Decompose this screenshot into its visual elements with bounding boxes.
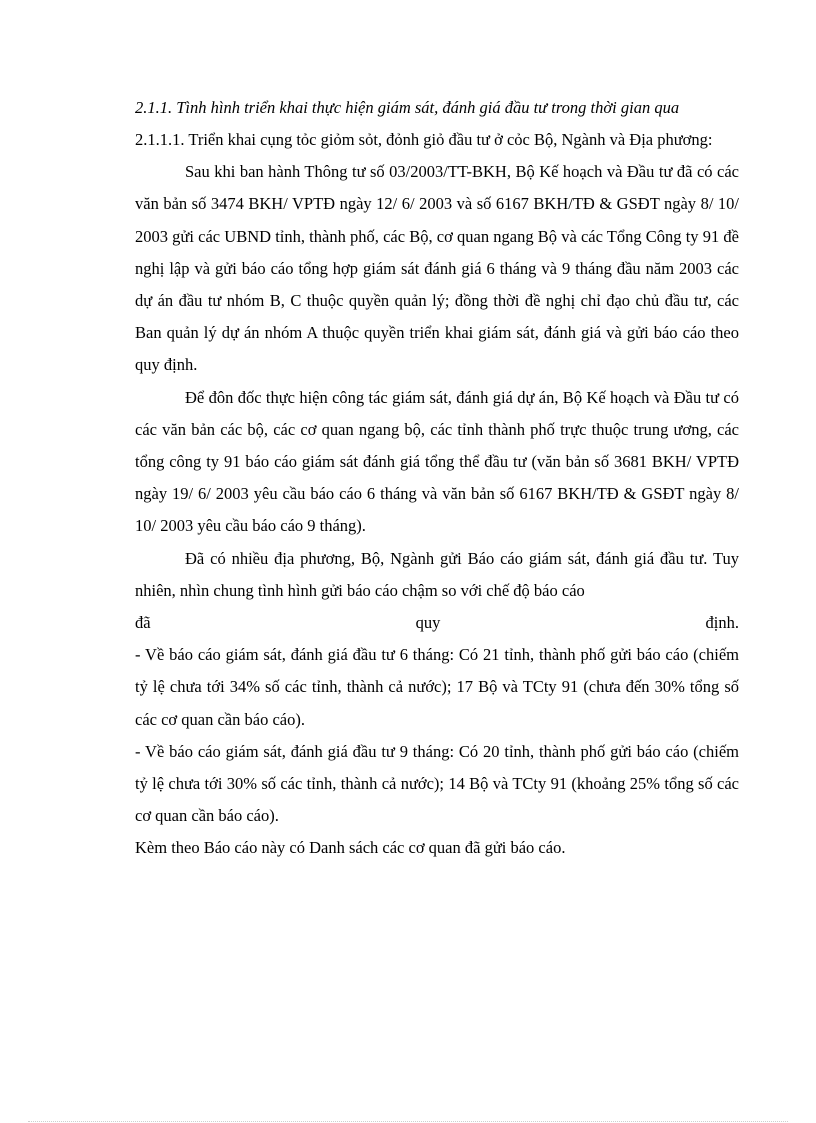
bullet-item-9-months: - Về báo cáo giám sát, đánh giá đầu tư 9 tháng: Có 20 tỉnh, thành phố gửi báo cáo (chiếm tỷ lệ chưa tới 30% số các tỉnh, thành cả nước); 14 Bộ và TCty 91 (khoảng 25% tổng số các cơ quan cần báo cáo). <box>135 741 739 826</box>
document-body <box>135 92 739 865</box>
page-bottom-divider <box>28 1121 788 1122</box>
paragraph-1: Sau khi ban hành Thông tư số 03/2003/TT-BKH, Bộ Kế hoạch và Đầu tư đã có các văn bản số 3474 BKH/ VPTĐ ngày 12/ 6/ 2003 và số 6167 BKH/TĐ & GSĐT ngày 8/ 10/ 2003 gửi các UBND tỉnh, thành phố, các Bộ, cơ quan ngang Bộ và các Tổng Công ty 91 đề nghị lập và gửi báo cáo tổng hợp giám sát đánh giá 6 tháng và 9 tháng đầu năm 2003 các dự án đầu tư nhóm B, C thuộc quyền quản lý; đồng thời đề nghị chỉ đạo chủ đầu tư, các Ban quản lý dự án nhóm A thuộc quyền triển khai giám sát, đánh giá và gửi báo cáo theo quy định. <box>135 162 739 375</box>
bullet-item-6-months: - Về báo cáo giám sát, đánh giá đầu tư 6 tháng: Có 21 tỉnh, thành phố gửi báo cáo (chiếm tỷ lệ chưa tới 34% số các tỉnh, thành cả nước); 17 Bộ và TCty 91 (chưa đến 30% tổng số các cơ quan cần báo cáo). <box>135 645 739 729</box>
closing-sentence: Kèm theo Báo cáo này có Danh sách các cơ quan đã gửi báo cáo. <box>135 838 566 858</box>
paragraph-3-last-line: đã quy định. <box>135 613 739 633</box>
section-heading: 2.1.1. Tình hình triển khai thực hiện giám sát, đánh giá đầu tư trong thời gian qua <box>135 98 680 117</box>
paragraph-3: Đã có nhiều địa phương, Bộ, Ngành gửi Báo cáo giám sát, đánh giá đầu tư. Tuy nhiên, nhìn chung tình hình gửi báo cáo chậm so với chế độ báo cáo <box>135 548 739 600</box>
subsection-heading: 2.1.1.1. Triển khai cụng tỏc giỏm sỏt, đỏnh giỏ đầu tư ở cỏc Bộ, Ngành và Địa phương: <box>135 130 713 149</box>
paragraph-2: Để đôn đốc thực hiện công tác giám sát, đánh giá dự án, Bộ Kế hoạch và Đầu tư có các văn bản các bộ, các cơ quan ngang bộ, các tỉnh thành phố trực thuộc trung ương, các tổng công ty 91 báo cáo giám sát đánh giá tổng thể đầu tư (văn bản số 3681 BKH/ VPTĐ ngày 19/ 6/ 2003 yêu cầu báo cáo 6 tháng và văn bản số 6167 BKH/TĐ & GSĐT ngày 8/ 10/ 2003 yêu cầu báo cáo 9 tháng). <box>135 387 739 536</box>
